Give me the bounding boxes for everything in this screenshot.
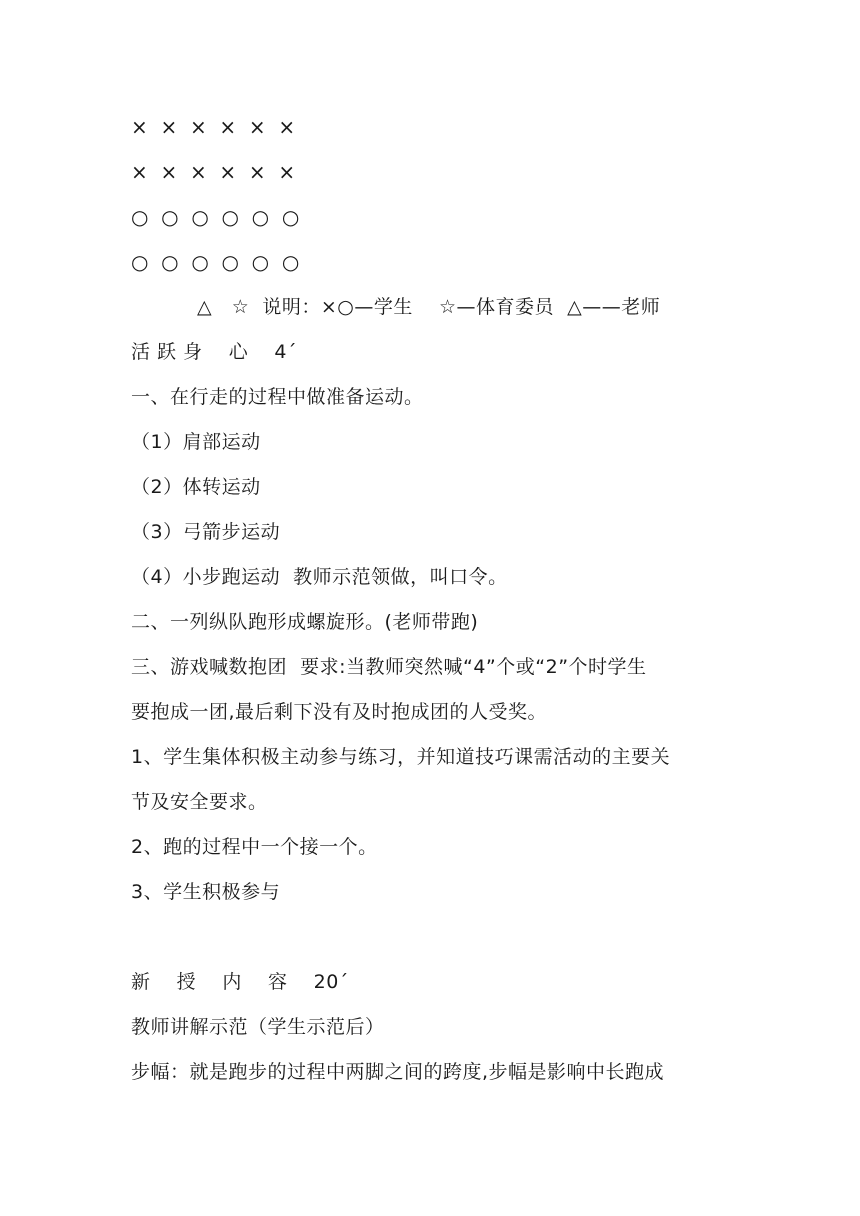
warmup-item-2: 二、一列纵队跑形成螺旋形。(老师带跑) <box>131 611 479 633</box>
warmup-heading: 活 跃 身 心 4´ <box>131 341 297 363</box>
formation-row-4: ○ ○ ○ ○ ○ ○ <box>131 250 300 274</box>
warmup-sub-1: （1）肩部运动 <box>131 431 261 453</box>
warmup-item-3-line-2: 要抱成一团,最后剩下没有及时抱成团的人受奖。 <box>131 701 548 723</box>
requirement-2: 2、跑的过程中一个接一个。 <box>131 836 378 858</box>
warmup-item-3-line-1: 三、游戏喊数抱团 要求:当教师突然喊“4”个或“2”个时学生 <box>131 656 647 678</box>
requirement-1-line-2: 节及安全要求。 <box>131 791 268 813</box>
formation-row-1: × × × × × × <box>131 115 296 139</box>
warmup-sub-3: （3）弓箭步运动 <box>131 521 281 543</box>
formation-row-2: × × × × × × <box>131 160 296 184</box>
teacher-demo-line: 教师讲解示范（学生示范后） <box>131 1016 385 1038</box>
stride-text-line: 步幅：就是跑步的过程中两脚之间的跨度,步幅是影响中长跑成 <box>131 1061 665 1083</box>
requirement-3: 3、学生积极参与 <box>131 881 281 903</box>
formation-legend: △ ☆ 说明：×○—学生 ☆—体育委员 △——老师 <box>197 296 661 318</box>
warmup-sub-2: （2）体转运动 <box>131 476 261 498</box>
formation-row-3: ○ ○ ○ ○ ○ ○ <box>131 205 300 229</box>
warmup-item-1: 一、在行走的过程中做准备运动。 <box>131 386 424 408</box>
requirement-1-line-1: 1、学生集体积极主动参与练习，并知道技巧课需活动的主要关 <box>131 746 671 768</box>
warmup-sub-4: （4）小步跑运动 教师示范领做，叫口令。 <box>131 566 508 588</box>
new-content-heading: 新 授 内 容 20´ <box>131 971 349 993</box>
